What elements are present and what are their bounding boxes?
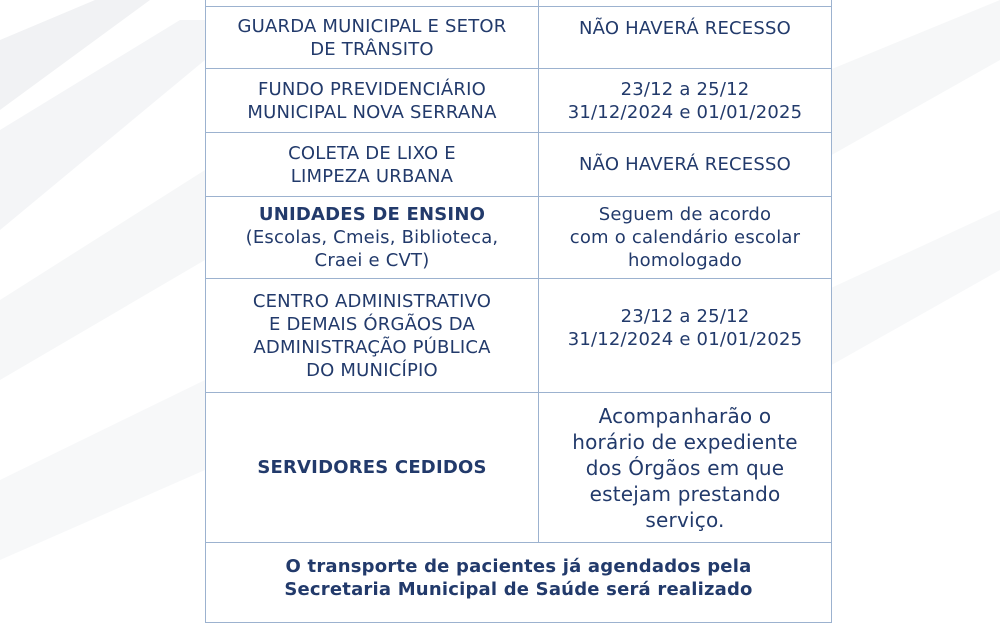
department-cell [206,69,539,133]
period-cell [539,279,832,393]
department-line: MUNICIPAL NOVA SERRANA [247,101,497,123]
department-cell [206,279,539,393]
period-line: homologado [628,250,742,271]
period-line: com o calendário escolar [569,227,801,248]
department-cell [206,133,539,197]
department-subtitle-line: (Escolas, Cmeis, Biblioteca, [245,227,499,248]
period-line: 23/12 a 25/12 [620,306,750,327]
department-line: GUARDA MUNICIPAL E SETOR [237,15,507,37]
period-line: horário de expediente [572,429,798,454]
period-cell [539,133,832,197]
period-line: Acompanharão o [598,403,772,428]
table-row [206,133,832,197]
period-line: dos Órgãos em que [585,455,785,480]
period-line: estejam prestando [589,481,781,506]
period-cell [539,197,832,279]
table-row [206,7,832,69]
period-line: serviço. [645,507,725,532]
department-cell [206,197,539,279]
department-line: DE TRÂNSITO [310,38,434,60]
department-line: ADMINISTRAÇÃO PÚBLICA [253,336,491,358]
note-line: Secretaria Municipal de Saúde será realizado [284,579,753,600]
table-row [206,543,832,623]
department-line: E DEMAIS ÓRGÃOS DA [268,313,476,335]
department-line: LIMPEZA URBANA [290,165,454,187]
period-line: 31/12/2024 e 01/01/2025 [567,101,803,123]
department-cell [206,393,539,543]
period-cell [539,69,832,133]
period-line: 23/12 a 25/12 [620,78,750,100]
department-line: CENTRO ADMINISTRATIVO [252,290,492,312]
department-cell [206,7,539,69]
transport-note [206,543,832,623]
period-line: NÃO HAVERÁ RECESSO [579,18,791,39]
table-row [206,279,832,393]
table-row [206,69,832,133]
note-line: O transporte de pacientes já agendados pela [285,556,752,577]
recess-schedule-table [205,0,832,623]
department-line: FUNDO PREVIDENCIÁRIO [258,78,486,100]
table-row [206,393,832,543]
department-line: COLETA DE LIXO E [288,142,456,164]
period-line: 31/12/2024 e 01/01/2025 [567,329,803,350]
recess-table-container [205,0,805,623]
period-cell [539,7,832,69]
period-line: Seguem de acordo [598,204,772,225]
table-row [206,197,832,279]
period-cell [539,393,832,543]
department-title: UNIDADES DE ENSINO [258,204,486,225]
department-subtitle-line: Craei e CVT) [314,250,430,271]
department-line: SERVIDORES CEDIDOS [257,457,487,478]
department-line: DO MUNICÍPIO [306,359,438,381]
period-line: NÃO HAVERÁ RECESSO [579,154,791,175]
